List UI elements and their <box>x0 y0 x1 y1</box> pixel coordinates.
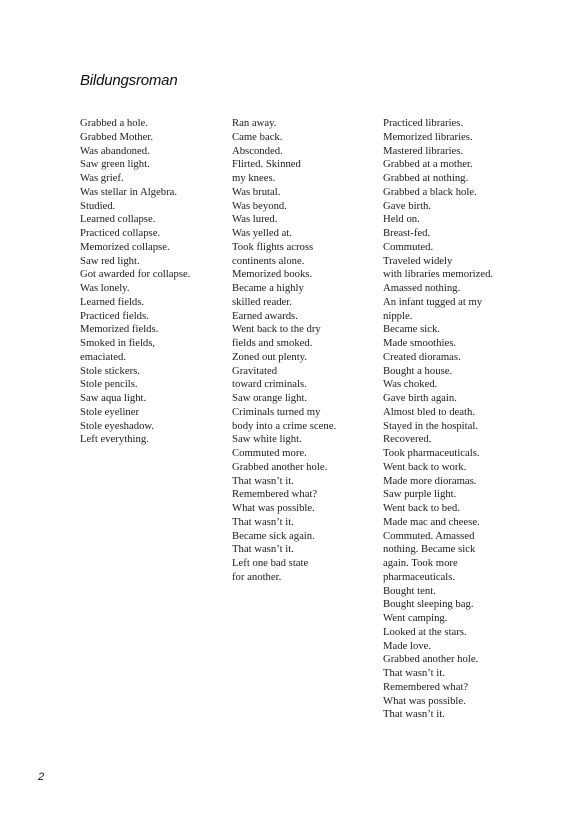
poem-line: Saw green light. <box>80 158 150 171</box>
poem-column-2 <box>232 117 336 585</box>
poem-line: Memorized fields. <box>80 323 159 336</box>
poem-line: Grabbed another hole. <box>232 460 328 473</box>
poem-line: Smoked in fields, <box>80 337 156 349</box>
poem-line: Was lonely. <box>80 282 130 294</box>
poem-line: Ran away. <box>232 117 277 129</box>
poem-line: Recovered. <box>383 433 432 446</box>
poem-line: body into a crime scene. <box>232 419 337 432</box>
poem-line: Created dioramas. <box>383 350 461 363</box>
poem-line: Grabbed a hole. <box>80 117 148 129</box>
poem-line: Saw white light. <box>232 433 302 446</box>
poem-line: That wasn’t it. <box>232 474 294 487</box>
poem-line: Took pharmaceuticals. <box>383 447 480 459</box>
poem-line: Was beyond. <box>232 199 287 212</box>
poem-line: skilled reader. <box>232 295 292 308</box>
poem-line: Came back. <box>232 130 283 143</box>
poem-line: That wasn’t it. <box>232 515 294 528</box>
poem-line: Gave birth again. <box>383 392 457 404</box>
poem-line: Memorized libraries. <box>383 130 473 143</box>
poem-line: for another. <box>232 570 282 583</box>
poem-line: What was possible. <box>232 502 315 514</box>
poem-line: Memorized collapse. <box>80 240 170 253</box>
poem-line: Grabbed at a mother. <box>383 158 473 171</box>
poem-line: Grabbed Mother. <box>80 130 154 143</box>
poem-column-3 <box>383 117 493 722</box>
poem-line: Was choked. <box>383 378 438 391</box>
poem-line: Left everything. <box>80 433 149 446</box>
poem-line: Went back to the dry <box>232 323 321 336</box>
poem-line: Stole pencils. <box>80 378 138 391</box>
poem-line: Made more dioramas. <box>383 474 477 487</box>
poem-line: Earned awards. <box>232 309 298 322</box>
poem-line: emaciated. <box>80 350 126 363</box>
poem-line: Saw purple light. <box>383 488 457 501</box>
poem-line: Almost bled to death. <box>383 405 476 418</box>
poem-line: Got awarded for collapse. <box>80 268 191 281</box>
poem-line: Memorized books. <box>232 268 313 281</box>
poem-line: Remembered what? <box>383 680 469 693</box>
poem-line: Was stellar in Algebra. <box>80 185 178 198</box>
poem-line: Learned collapse. <box>80 213 156 226</box>
poem-line: That wasn’t it. <box>383 667 445 679</box>
poem-line: Zoned out plenty. <box>232 350 307 363</box>
poem-line: Saw aqua light. <box>80 392 147 404</box>
poem-line: Grabbed a black hole. <box>383 185 477 198</box>
poem-line: Made smoothies. <box>383 337 457 349</box>
poem-line: What was possible. <box>383 694 466 707</box>
poem-line: Became a highly <box>232 282 304 294</box>
poem-line: Bought tent. <box>383 584 436 597</box>
poem-line: Stole eyeliner <box>80 405 140 418</box>
poem-line: fields and smoked. <box>232 337 313 349</box>
poem-line: Traveled widely <box>383 254 453 267</box>
poem-line: nipple. <box>383 309 413 322</box>
poem-line: Criminals turned my <box>232 405 321 418</box>
poem-line: Made love. <box>383 639 432 652</box>
poem-line: Commuted more. <box>232 447 307 459</box>
poem-line: Went camping. <box>383 612 448 624</box>
poem-line: Was abandoned. <box>80 144 150 157</box>
poem-line: Breast-fed. <box>383 227 431 239</box>
poem-line: Stole eyeshadow. <box>80 419 155 432</box>
poem-line: Grabbed another hole. <box>383 653 479 666</box>
poem-line: Saw red light. <box>80 254 140 267</box>
poem-line: That wasn’t it. <box>232 543 294 556</box>
poem-column-1 <box>80 117 190 447</box>
poem-line: Remembered what? <box>232 488 318 501</box>
poem-line: Took flights across <box>232 240 314 253</box>
poem-line: continents alone. <box>232 254 305 267</box>
poem-line: Became sick again. <box>232 529 315 542</box>
poem-line: Flirted. Skinned <box>232 158 301 171</box>
poem-line: toward criminals. <box>232 378 307 391</box>
poem-line: Studied. <box>80 199 116 212</box>
poem-line: nothing. Became sick <box>383 543 476 556</box>
page-number: 2 <box>38 771 45 783</box>
poem-line: Gravitated <box>232 364 278 377</box>
poem-line: Practiced fields. <box>80 309 149 322</box>
poem-title: Bildungsroman <box>80 72 178 89</box>
poem-line: Bought sleeping bag. <box>383 598 474 611</box>
poem-line: Grabbed at nothing. <box>383 172 469 184</box>
poem-line: An infant tugged at my <box>383 295 483 308</box>
poem-line: Stayed in the hospital. <box>383 419 478 432</box>
poem-line: Commuted. <box>383 240 434 253</box>
poem-line: Made mac and cheese. <box>383 515 480 528</box>
poem-line: Stole stickers. <box>80 364 140 377</box>
poem-line: Practiced collapse. <box>80 227 161 239</box>
poem-line: Commuted. Amassed <box>383 529 475 542</box>
poem-line: Amassed nothing. <box>383 282 461 294</box>
poem-line: Left one bad state <box>232 557 309 569</box>
poem-line: Was brutal. <box>232 185 281 198</box>
poem-line: Was lured. <box>232 213 278 226</box>
poem-line: Held on. <box>383 213 420 226</box>
poem-line: Mastered libraries. <box>383 144 464 157</box>
poem-line: Became sick. <box>383 323 440 336</box>
poem-line: Bought a house. <box>383 364 453 377</box>
poem-line: Went back to work. <box>383 460 467 473</box>
poem-line: my knees. <box>232 172 276 184</box>
poem-line: Looked at the stars. <box>383 625 467 638</box>
poem-line: pharmaceuticals. <box>383 570 456 583</box>
poem-line: Was yelled at. <box>232 227 292 239</box>
poem-line: Saw orange light. <box>232 392 308 404</box>
poem-line: with libraries memorized. <box>383 268 494 281</box>
poem-line: Learned fields. <box>80 295 145 308</box>
poem-line: Went back to bed. <box>383 502 460 514</box>
poem-line: Gave birth. <box>383 199 432 212</box>
poem-line: Absconded. <box>232 144 283 157</box>
poem-line: Was grief. <box>80 172 124 184</box>
poem-line: Practiced libraries. <box>383 117 464 129</box>
poem-line: That wasn’t it. <box>383 708 445 721</box>
poem-line: again. Took more <box>383 557 458 569</box>
